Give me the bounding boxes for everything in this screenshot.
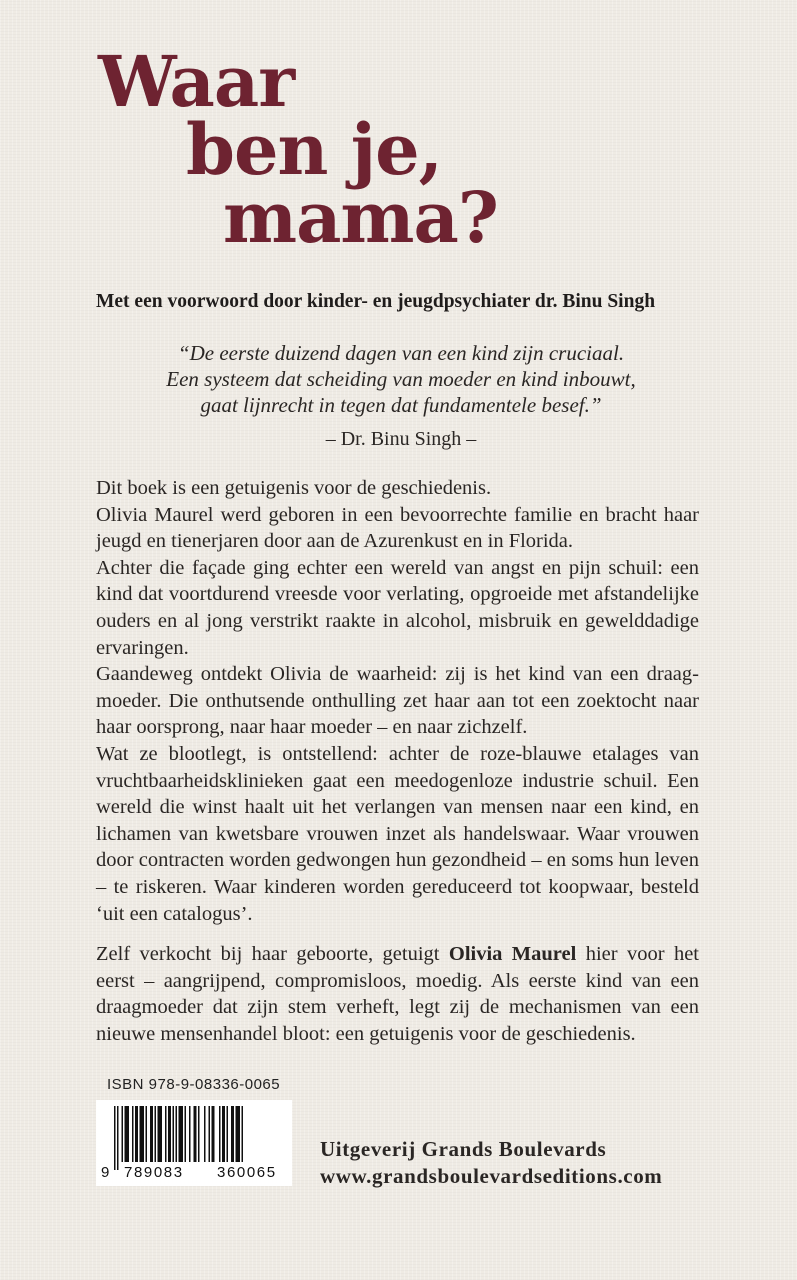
barcode-bar	[212, 1106, 215, 1162]
barcode-bar	[173, 1106, 175, 1162]
pull-quote	[96, 340, 706, 418]
barcode-bar	[135, 1106, 138, 1162]
quote-line-3: gaat lijnrecht in tegen dat fundamentele besef.”	[200, 393, 602, 417]
p6-text-before: Zelf verkocht bij haar geboorte, getuigt	[96, 943, 449, 966]
book-title	[98, 40, 498, 259]
barcode-digits	[96, 1162, 292, 1184]
barcode-bar	[132, 1106, 134, 1162]
barcode-bar	[227, 1106, 229, 1162]
blurb-paragraph-4: Gaandeweg ontdekt Olivia de waarheid: zij is het kind van een draagmoeder. Die onthutsende onthulling zet haar aan tot een zoektocht naar haar oorsprong, naar haar moeder – en naar zichzelf.	[96, 663, 699, 739]
publisher-name: Uitgeverij Grands Boulevards	[320, 1137, 607, 1161]
barcode-bar	[114, 1106, 116, 1170]
barcode-bar	[209, 1106, 211, 1162]
p6-text-after: hier voor het eerst – aangrijpend, compromisloos, moedig. Als eerste kind van een draagmoeder dat zijn stem verheft, legt zij de mechanismen van een nieuwe mensenhandel bloot: een getuigenis voor de geschiedenis.	[96, 943, 699, 1045]
barcode-bar	[117, 1106, 119, 1170]
blurb-paragraph-1: Dit boek is een getuigenis voor de geschiedenis.	[96, 477, 492, 499]
barcode-bar	[176, 1106, 178, 1162]
isbn-label: ISBN 978-9-08336-0065	[107, 1076, 281, 1093]
barcode-bar	[146, 1106, 148, 1162]
barcode-bar	[194, 1106, 197, 1162]
barcode-bar	[204, 1106, 206, 1162]
barcode-bar	[242, 1106, 244, 1162]
barcode-bar	[165, 1106, 167, 1162]
barcode-bar	[155, 1106, 157, 1162]
barcode-bar	[222, 1106, 225, 1162]
barcode-right-digits: 360065	[217, 1164, 277, 1181]
barcode-bar	[125, 1106, 130, 1162]
barcode	[96, 1100, 292, 1186]
publisher-info	[320, 1136, 662, 1190]
barcode-bar	[140, 1106, 145, 1162]
quote-author: – Dr. Binu Singh –	[325, 428, 477, 450]
title-line-2: ben je,	[186, 108, 442, 191]
barcode-bar	[158, 1106, 163, 1162]
barcode-bar	[179, 1106, 184, 1162]
barcode-bar	[122, 1106, 124, 1162]
quote-line-1: “De eerste duizend dagen van een kind zijn cruciaal.	[177, 341, 625, 365]
barcode-bar	[189, 1106, 191, 1162]
title-line-3: mama?	[223, 176, 498, 259]
barcode-bar	[231, 1106, 234, 1162]
publisher-url[interactable]: www.grandsboulevardseditions.com	[320, 1164, 663, 1188]
foreword-credit: Met een voorwoord door kinder- en jeugdpsychiater dr. Binu Singh	[96, 291, 656, 312]
barcode-bar	[236, 1106, 241, 1162]
barcode-bar	[219, 1106, 221, 1162]
barcode-bar	[198, 1106, 200, 1162]
barcode-left-digits: 789083	[124, 1164, 184, 1181]
barcode-bar	[185, 1106, 187, 1162]
blurb-paragraph-6	[96, 941, 699, 1047]
blurb-text	[96, 475, 699, 1047]
author-name: Olivia Maurel	[448, 943, 577, 966]
barcode-bar	[150, 1106, 153, 1162]
barcode-bar	[168, 1106, 171, 1162]
blurb-paragraph-3: Achter die façade ging echter een wereld van angst en pijn schuil: een kind dat voortdurend vreesde voor verlating, opgroeide met afstandelijke ouders en al jong verstrikt raakte in alcohol, misbruik en gewelddadige ervaringen.	[96, 556, 699, 659]
quote-line-2: Een systeem dat scheiding van moeder en kind inbouwt,	[166, 367, 636, 391]
blurb-paragraph-2: Olivia Maurel werd geboren in een bevoorrechte familie en bracht haar jeugd en tienerjaren door aan de Azurenkust en in Florida.	[96, 503, 699, 553]
blurb-paragraph-5: Wat ze blootlegt, is ontstellend: achter de roze-blauwe etalages van vruchtbaarheidsklinieken gaat een meedogenloze industrie schuil. Een wereld die winst haalt uit het verlangen van mensen naar een kind, en lichamen van kwetsbare vrouwen inzet als handelswaar. Waar vrouwen door contracten worden gedwongen hun gezondheid – en soms hun leven – te riskeren. Waar kinderen worden gereduceerd tot koopwaar, besteld ‘uit een catalogus’.	[96, 742, 699, 925]
title-line-1: Waar	[98, 40, 295, 123]
barcode-lead-digit: 9	[101, 1164, 110, 1181]
